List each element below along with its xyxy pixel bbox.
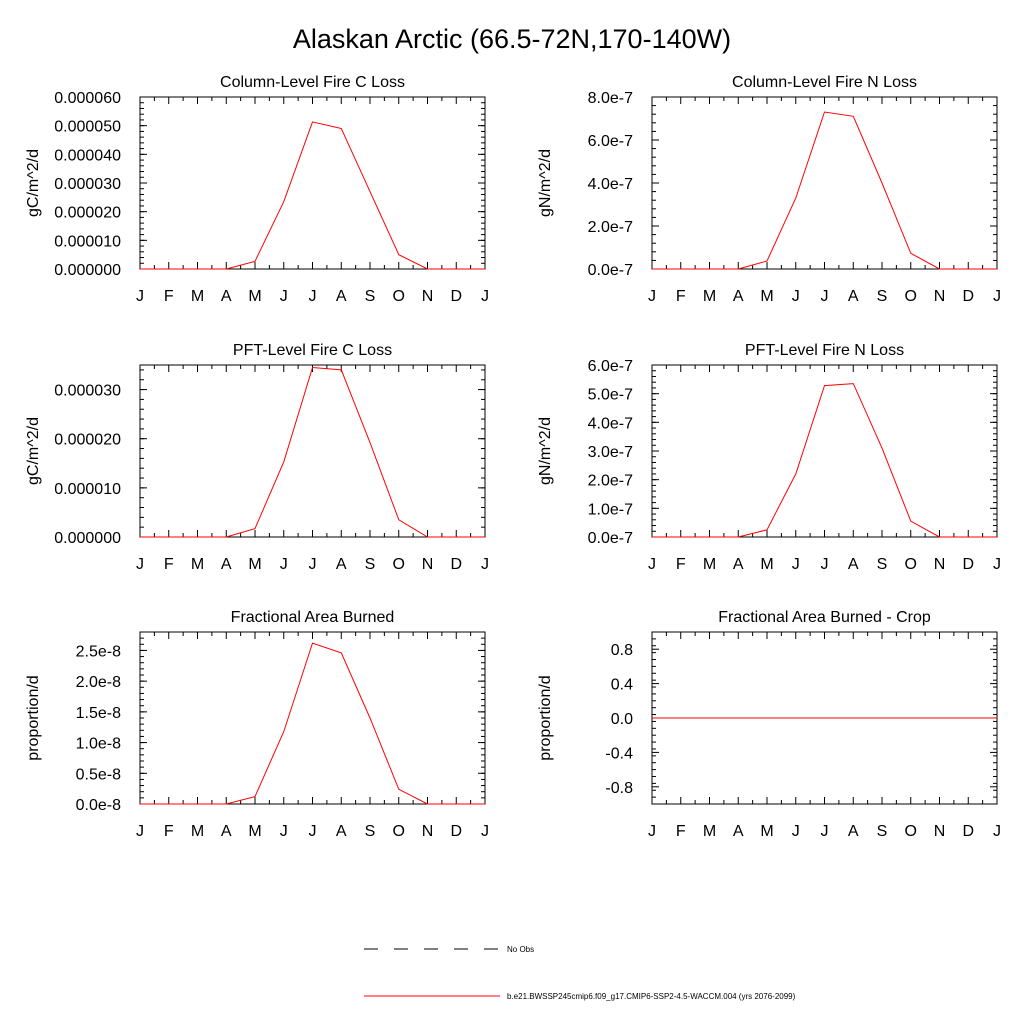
chart-panel-1 bbox=[25, 74, 489, 305]
y-tick-label: 0.000030 bbox=[54, 176, 121, 193]
x-tick-label: O bbox=[392, 556, 405, 573]
x-tick-label: J bbox=[791, 288, 800, 305]
x-tick-label: J bbox=[481, 288, 489, 305]
y-axis-label: proportion/d bbox=[537, 675, 554, 761]
x-tick-label: M bbox=[702, 823, 717, 840]
x-tick-label: J bbox=[993, 288, 1001, 305]
y-axis-label: proportion/d bbox=[25, 675, 42, 761]
x-tick-label: J bbox=[308, 288, 317, 305]
x-tick-label: J bbox=[308, 823, 317, 840]
x-tick-label: A bbox=[335, 556, 347, 573]
x-tick-label: M bbox=[760, 288, 774, 305]
y-tick-label: 0.000010 bbox=[54, 233, 121, 251]
x-tick-label: M bbox=[248, 288, 262, 305]
legend-label-model: b.e21.BWSSP245cmip6.f09_g17.CMIP6-SSP2-4.5-WACCM.004 (yrs 2076-2099) bbox=[507, 992, 796, 1001]
y-tick-label: 0.0 bbox=[610, 711, 633, 728]
x-tick-label: A bbox=[847, 288, 859, 305]
x-tick-label: F bbox=[163, 288, 174, 305]
x-tick-label: J bbox=[820, 556, 829, 573]
y-tick-label: 0.5e-8 bbox=[75, 766, 121, 784]
plot-frame bbox=[140, 365, 485, 537]
x-tick-label: M bbox=[190, 556, 205, 573]
x-tick-label: N bbox=[933, 556, 946, 573]
y-tick-label: 3.0e-7 bbox=[587, 444, 633, 461]
y-tick-label: 1.0e-7 bbox=[587, 501, 633, 519]
y-tick-label: 0.000020 bbox=[54, 204, 121, 222]
series-line-1 bbox=[652, 112, 997, 269]
x-tick-label: A bbox=[847, 556, 859, 573]
y-tick-label: 6.0e-7 bbox=[587, 358, 633, 375]
x-tick-label: N bbox=[421, 556, 434, 573]
series-line-1 bbox=[652, 384, 997, 537]
x-tick-label: O bbox=[392, 823, 405, 840]
y-tick-label: 0.000000 bbox=[54, 262, 121, 279]
x-tick-label: M bbox=[760, 556, 774, 573]
y-tick-label: 0.000000 bbox=[54, 530, 121, 547]
y-tick-label: 2.0e-7 bbox=[587, 219, 633, 236]
chart-panel-6 bbox=[537, 609, 1001, 840]
x-tick-label: S bbox=[364, 823, 376, 840]
x-tick-label: M bbox=[190, 288, 205, 305]
x-tick-label: A bbox=[220, 288, 232, 305]
x-tick-label: A bbox=[732, 288, 744, 305]
y-tick-label: 5.0e-7 bbox=[587, 386, 633, 404]
x-tick-label: A bbox=[220, 556, 232, 573]
x-tick-label: J bbox=[279, 556, 288, 573]
y-tick-label: -0.4 bbox=[605, 745, 633, 763]
x-tick-label: F bbox=[675, 823, 686, 840]
x-tick-label: S bbox=[876, 823, 888, 840]
x-tick-label: J bbox=[648, 823, 656, 840]
x-tick-label: J bbox=[136, 556, 144, 573]
y-tick-label: 4.0e-7 bbox=[587, 176, 633, 193]
x-tick-label: J bbox=[481, 823, 489, 840]
y-tick-label: 0.000020 bbox=[54, 431, 121, 449]
y-tick-label: 0.000060 bbox=[54, 90, 121, 107]
x-tick-label: J bbox=[136, 823, 144, 840]
chart-panel-4 bbox=[537, 342, 1001, 573]
y-tick-label: 0.000010 bbox=[54, 480, 121, 498]
x-tick-label: S bbox=[364, 288, 376, 305]
y-tick-label: 0.000050 bbox=[54, 118, 121, 136]
x-tick-label: N bbox=[421, 288, 434, 305]
x-tick-label: M bbox=[248, 556, 262, 573]
series-line-1 bbox=[140, 122, 485, 269]
x-tick-label: N bbox=[933, 288, 946, 305]
panel-title: Column-Level Fire N Loss bbox=[732, 74, 917, 91]
x-tick-label: S bbox=[876, 556, 888, 573]
y-tick-label: 0.0e-7 bbox=[587, 262, 633, 279]
x-tick-label: A bbox=[220, 823, 232, 840]
x-tick-label: M bbox=[190, 823, 205, 840]
x-tick-label: O bbox=[904, 288, 917, 305]
x-tick-label: J bbox=[820, 823, 829, 840]
panel-title: Fractional Area Burned bbox=[230, 609, 395, 626]
x-tick-label: J bbox=[481, 556, 489, 573]
x-tick-label: O bbox=[392, 288, 405, 305]
x-tick-label: D bbox=[450, 823, 463, 840]
y-tick-label: 1.5e-8 bbox=[75, 704, 121, 722]
y-tick-label: 4.0e-7 bbox=[587, 415, 633, 433]
x-tick-label: A bbox=[847, 823, 859, 840]
x-tick-label: J bbox=[993, 823, 1001, 840]
panel-title: Column-Level Fire C Loss bbox=[220, 74, 405, 91]
chart-panel-5 bbox=[25, 609, 489, 840]
x-tick-label: N bbox=[933, 823, 946, 840]
x-tick-label: F bbox=[163, 823, 174, 840]
x-tick-label: S bbox=[364, 556, 376, 573]
panel-title: PFT-Level Fire N Loss bbox=[744, 342, 905, 359]
y-tick-label: 0.000030 bbox=[54, 382, 121, 400]
x-tick-label: J bbox=[791, 823, 800, 840]
y-tick-label: 8.0e-7 bbox=[587, 90, 633, 107]
x-tick-label: F bbox=[675, 288, 686, 305]
chart-panel-3 bbox=[25, 342, 489, 573]
x-tick-label: J bbox=[820, 288, 829, 305]
y-tick-label: -0.8 bbox=[605, 779, 633, 797]
y-axis-label: gC/m^2/d bbox=[25, 417, 42, 485]
y-axis-label: gC/m^2/d bbox=[25, 149, 42, 217]
x-tick-label: F bbox=[163, 556, 174, 573]
x-tick-label: J bbox=[308, 556, 317, 573]
x-tick-label: A bbox=[335, 288, 347, 305]
x-tick-label: M bbox=[248, 823, 262, 840]
series-line-1 bbox=[140, 368, 485, 538]
x-tick-label: M bbox=[702, 556, 717, 573]
y-axis-label: gN/m^2/d bbox=[537, 149, 554, 217]
x-tick-label: A bbox=[732, 823, 744, 840]
y-tick-label: 2.0e-8 bbox=[75, 674, 121, 692]
x-tick-label: J bbox=[993, 556, 1001, 573]
x-tick-label: J bbox=[279, 288, 288, 305]
plot-frame bbox=[140, 632, 485, 804]
series-line-1 bbox=[140, 643, 485, 804]
y-tick-label: 0.0e-8 bbox=[75, 797, 121, 814]
y-tick-label: 6.0e-7 bbox=[587, 133, 633, 150]
x-tick-label: J bbox=[279, 823, 288, 840]
y-axis-label: gN/m^2/d bbox=[537, 417, 554, 485]
x-tick-label: A bbox=[732, 556, 744, 573]
chart-panel-2 bbox=[537, 74, 1001, 305]
y-tick-label: 0.0e-7 bbox=[587, 530, 633, 547]
legend-label-no-obs: No Obs bbox=[507, 945, 535, 954]
x-tick-label: S bbox=[876, 288, 888, 305]
x-tick-label: D bbox=[450, 288, 463, 305]
x-tick-label: D bbox=[450, 556, 463, 573]
x-tick-label: J bbox=[648, 288, 656, 305]
x-tick-label: M bbox=[760, 823, 774, 840]
x-tick-label: J bbox=[791, 556, 800, 573]
x-tick-label: A bbox=[335, 823, 347, 840]
x-tick-label: J bbox=[648, 556, 656, 573]
plot-frame bbox=[652, 365, 997, 537]
panel-title: Fractional Area Burned - Crop bbox=[718, 609, 931, 626]
x-tick-label: F bbox=[675, 556, 686, 573]
y-tick-label: 2.0e-7 bbox=[587, 472, 633, 490]
x-tick-label: D bbox=[962, 556, 975, 573]
x-tick-label: M bbox=[702, 288, 717, 305]
y-tick-label: 2.5e-8 bbox=[75, 643, 121, 661]
y-tick-label: 0.8 bbox=[610, 642, 633, 660]
x-tick-label: O bbox=[904, 823, 917, 840]
panel-title: PFT-Level Fire C Loss bbox=[232, 342, 393, 359]
x-tick-label: O bbox=[904, 556, 917, 573]
y-tick-label: 1.0e-8 bbox=[75, 735, 121, 753]
y-tick-label: 0.000040 bbox=[54, 147, 121, 165]
figure-title: Alaskan Arctic (66.5-72N,170-140W) bbox=[292, 24, 732, 54]
x-tick-label: D bbox=[962, 823, 975, 840]
legend bbox=[364, 945, 796, 1001]
plot-frame bbox=[652, 97, 997, 269]
y-tick-label: 0.4 bbox=[610, 676, 633, 694]
x-tick-label: D bbox=[962, 288, 975, 305]
x-tick-label: J bbox=[136, 288, 144, 305]
x-tick-label: N bbox=[421, 823, 434, 840]
